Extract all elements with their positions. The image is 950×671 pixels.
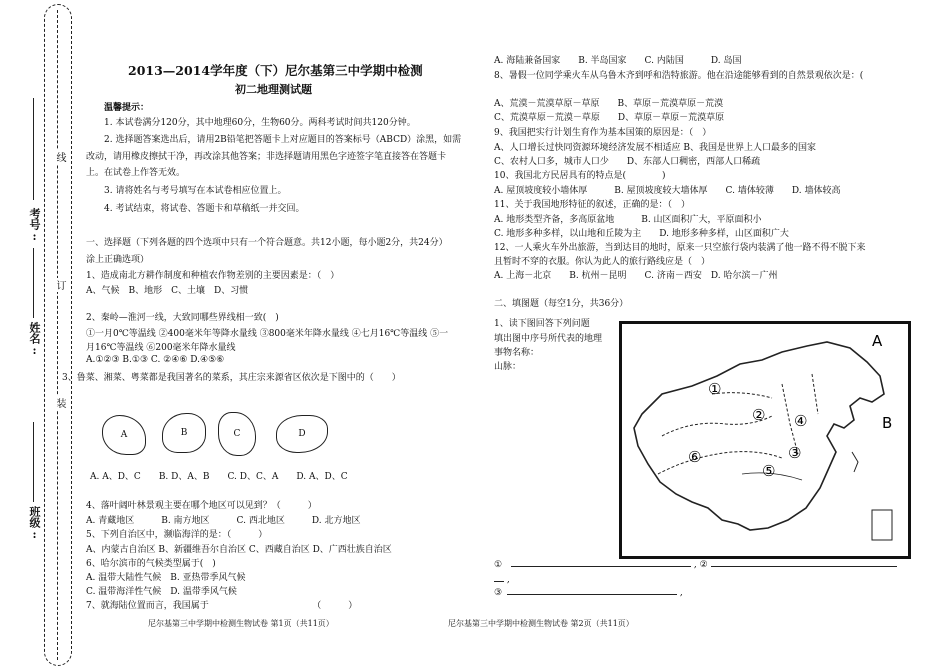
notice-line: 3. 请将姓名与考号填写在本试卷相应位置上。 xyxy=(104,186,287,196)
notice-line: 1. 本试卷满分120分，其中地理60分，生物60分。两科考试时间共120分钟。 xyxy=(104,118,416,128)
question-options: A. 青藏地区 B. 南方地区 C. 西北地区 D. 北方地区 xyxy=(86,516,361,526)
class-label: 班级: xyxy=(28,506,41,541)
binding-strip xyxy=(44,4,72,666)
answer-blank-1[interactable] xyxy=(511,566,691,567)
map-label-4: ④ xyxy=(794,412,808,430)
china-map-outline xyxy=(622,324,908,556)
question-options: A、内蒙古自治区 B、新疆维吾尔自治区 C、西藏自治区 D、广西壮族自治区 xyxy=(86,545,392,555)
map-label-2: ② xyxy=(752,406,766,424)
question-line: 5、下列自治区中，濒临海洋的是：（ ） xyxy=(86,530,268,540)
question-line: 1、造成南北方耕作制度和种植农作物差别的主要因素是：（ ） xyxy=(86,271,340,281)
cut-mark-line: 线 xyxy=(54,152,65,162)
shape-label: A xyxy=(120,430,128,440)
question-line: 月16℃等温线 ⑥200毫米年降水量线 xyxy=(86,343,236,353)
footer-left: 尼尔基第三中学期中检测生物试卷 第1页（共11页） xyxy=(148,619,334,628)
name-label: 姓名: xyxy=(28,322,41,357)
question-line: ①一月0℃等温线 ②400毫米年等降水量线 ③800毫米年降水量线 ④七月16℃等温线 ⑤一 xyxy=(86,329,449,339)
fill-question: 山脉： xyxy=(494,362,522,372)
question-line: 6、哈尔滨市的气候类型属于( ) xyxy=(86,559,216,569)
question-options: A. 屋顶坡度较小墙体厚 B. 屋顶坡度较大墙体厚 C. 墙体较薄 D. 墙体较高 xyxy=(494,186,841,196)
question-options: A.①②③ B.①③ C. ②④⑥ D.④⑤⑥ xyxy=(86,355,225,365)
question-line: 9、我国把实行计划生育作为基本国策的原因是：（ ） xyxy=(494,128,712,138)
cut-mark-zhuang: 装 xyxy=(54,398,65,408)
answer-row-1 xyxy=(494,560,897,570)
map-label-5: ⑤ xyxy=(762,462,776,480)
fill-question: 1、读下图回答下列问题 xyxy=(494,319,590,329)
footer-right: 尼尔基第三中学期中检测生物试卷 第2页（共11页） xyxy=(448,619,634,628)
notice-line: 改动，请用橡皮擦拭干净，再改涂其他答案；非选择题请用黑色字迹签字笔直接答在答题卡 xyxy=(86,152,447,162)
fill-question: 事物名称： xyxy=(494,348,540,358)
question-options: A. 上海－北京 B. 杭州－昆明 C. 济南－西安 D. 哈尔滨－广州 xyxy=(494,271,778,281)
section1-note: 涂上正确选项） xyxy=(86,255,150,265)
question-line: 2、秦岭—淮河一线，大致同哪些界线相一致( ) xyxy=(86,313,279,323)
china-map xyxy=(619,321,911,559)
section1-heading: 一、选择题（下列各题的四个选项中只有一个符合题意。共12小题，每小题2分，共24分） xyxy=(86,238,448,248)
class-line[interactable] xyxy=(33,422,34,502)
province-shape-d xyxy=(276,415,328,453)
question-options: C. 地形多种多样，以山地和丘陵为主 D. 地形多种多样，山区面积广大 xyxy=(494,229,789,239)
answer-blank-2[interactable] xyxy=(711,566,897,567)
question-options: C. 温带海洋性气候 D. 温带季风气候 xyxy=(86,587,237,597)
page-title: 2013—2014学年度（下）尼尔基第三中学期中检测 xyxy=(128,63,423,78)
answer-num: ① xyxy=(494,560,503,570)
map-label-a: A xyxy=(872,332,883,350)
province-shape-c xyxy=(218,412,256,456)
page-subtitle: 初二地理测试题 xyxy=(235,83,312,96)
answer-row-cont xyxy=(494,575,510,585)
question-line: 7、就海陆位置而言，我国属于 （ ） xyxy=(86,601,358,611)
answer-num: ③ xyxy=(494,588,503,598)
answer-num: ② xyxy=(699,560,708,570)
map-label-b: B xyxy=(882,414,893,432)
question-options: A. A、D、C B. D、A、B C. D、C、A D. A、D、C xyxy=(90,472,348,482)
question-options: A. 温带大陆性气候 B. 亚热带季风气候 xyxy=(86,573,246,583)
fill-question: 填出图中序号所代表的地理 xyxy=(494,334,603,344)
question-line: 12、一人乘火车外出旅游，当到达目的地时，原来一只空旅行袋内装满了他一路不得不脱下来 xyxy=(494,243,866,253)
answer-comma: , xyxy=(506,575,510,585)
question-line: 4、落叶阔叶林景观主要在哪个地区可以见到？（ ） xyxy=(86,501,317,511)
question-options: A. 海陆兼备国家 B. 半岛国家 C. 内陆国 D. 岛国 xyxy=(494,56,742,66)
notice-line: 4. 考试结束，将试卷、答题卡和草稿纸一并交回。 xyxy=(104,204,305,214)
shape-label: D xyxy=(298,429,306,439)
question-options: A、荒漠－荒漠草原－草原 B、草原－荒漠草原－荒漠 xyxy=(494,99,724,109)
cut-mark-ding: 订 xyxy=(54,280,65,290)
question-options: A、气候 B、地形 C、土壤 D、习惯 xyxy=(86,286,249,296)
question-line: 且暂时不穿的衣服。你认为此人的旅行路线应是（ ） xyxy=(494,257,711,267)
section2-heading: 二、填图题（每空1分，共36分） xyxy=(494,299,629,309)
province-shape-b xyxy=(162,413,206,453)
answer-comma: , xyxy=(693,560,697,570)
question-options: A. 地形类型齐备，多高原盆地 B. 山区面积广大，平原面积小 xyxy=(494,215,762,225)
notice-line: 上。在试卷上作答无效。 xyxy=(86,168,186,178)
name-line[interactable] xyxy=(33,248,34,318)
exam-no-label: 考号: xyxy=(28,208,41,243)
question-options: C、农村人口多，城市人口少 D、东部人口稠密，西部人口稀疏 xyxy=(494,157,761,167)
shape-label: B xyxy=(180,428,188,438)
question-line: 8、暑假一位同学乘火车从乌鲁木齐到呼和浩特旅游。他在沿途能够看到的自然景观依次是：( xyxy=(494,71,864,81)
question-options: C、荒漠草原－荒漠－草原 D、草原－草原－荒漠草原 xyxy=(494,113,725,123)
answer-comma: , xyxy=(679,588,683,598)
province-shape-a xyxy=(102,415,146,455)
answer-row-2 xyxy=(494,588,683,598)
answer-blank-cont[interactable] xyxy=(494,581,504,582)
binding-dash-line xyxy=(57,10,58,660)
question-line: 3、鲁菜、湘菜、粤菜都是我国著名的菜系，其庄宗来源省区依次是下图中的（ ） xyxy=(62,373,401,383)
question-line: 11、关于我国地形特征的叙述，正确的是：（ ） xyxy=(494,200,690,210)
exam-no-line[interactable] xyxy=(33,98,34,200)
map-label-6: ⑥ xyxy=(688,448,702,466)
map-label-1: ① xyxy=(708,380,722,398)
map-label-3: ③ xyxy=(788,444,802,462)
notice-line: 2. 选择题答案选出后，请用2B铅笔把答题卡上对应题目的答案标号（ABCD）涂黑，如需 xyxy=(104,135,462,145)
question-line: 10、我国北方民居具有的特点是( ) xyxy=(494,171,666,181)
notice-heading: 温馨提示： xyxy=(104,103,150,113)
shape-label: C xyxy=(233,429,241,439)
answer-blank-3[interactable] xyxy=(507,594,677,595)
question-options: A、人口增长过快同资源环境经济发展不相适应 B、我国是世界上人口最多的国家 xyxy=(494,143,816,153)
